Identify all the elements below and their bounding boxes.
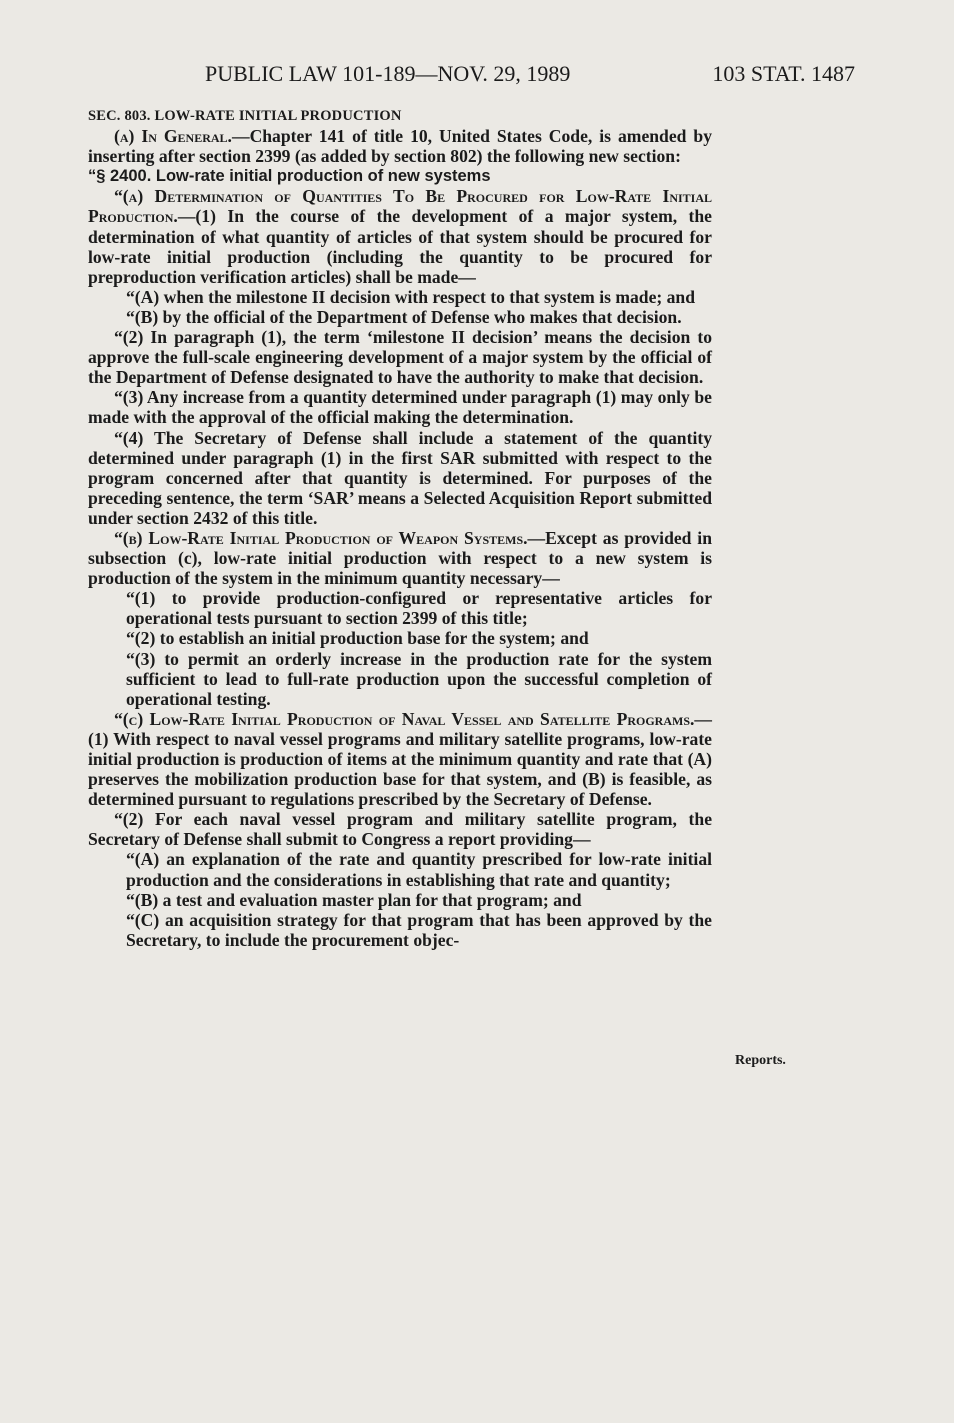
law-title: PUBLIC LAW 101-189—NOV. 29, 1989	[205, 61, 571, 86]
subsection-a-label: (a) In General.	[114, 126, 232, 147]
determination-paragraph-1	[88, 186, 712, 286]
subsection-b-item-1: “(1) to provide production-configured or representative articles for operational tests pursuant to section 2399 of this title;	[126, 588, 712, 629]
determination-clause-a: “(A) when the milestone II decision with respect to that system is made; and	[126, 286, 695, 307]
new-section-title: “§ 2400. Low-rate initial production of new systems	[88, 167, 491, 186]
subsection-a	[88, 126, 712, 166]
determination-paragraph-3: “(3) Any increase from a quantity determined under paragraph (1) may only be made with the approval of the official making the determination.	[88, 387, 712, 428]
subsection-b	[88, 528, 712, 588]
subsection-c-clause-a: “(A) an explanation of the rate and quantity prescribed for low-rate initial production and the considerations in establishing that rate and quantity;	[126, 849, 712, 890]
subsection-c-label: “(c) Low-Rate Initial Production of Naval Vessel and Satellite Programs.	[114, 708, 695, 729]
subsection-c-paragraph-2: “(2) For each naval vessel program and military satellite program, the Secretary of Defense shall submit to Congress a report providing—	[88, 809, 712, 850]
statute-citation: 103 STAT. 1487	[712, 61, 855, 86]
section-heading: SEC. 803. LOW-RATE INITIAL PRODUCTION	[88, 108, 402, 124]
subsection-a-text: —Chapter 141 of title 10, United States Code, is amended by inserting after section 2399 (as added by section 802) the following new section:	[88, 126, 712, 167]
determination-paragraph-4: “(4) The Secretary of Defense shall include a statement of the quantity determined under paragraph (1) in the first SAR submitted with respect to the program concerned after that quantity is determined. For purposes of the preceding sentence, the term ‘SAR’ means a Selected Acquisition Report submitted under section 2432 of this title.	[88, 427, 712, 528]
margin-note-reports: Reports.	[735, 1053, 786, 1068]
subsection-c-clause-c: “(C) an acquisition strategy for that program that has been approved by the Secretary, to include the procurement objec-	[126, 909, 712, 950]
subsection-b-item-3: “(3) to permit an orderly increase in the production rate for the system sufficient to lead to full-rate production upon the successful completion of operational testing.	[126, 648, 712, 709]
subsection-b-label: “(b) Low-Rate Initial Production of Weapon Systems.	[114, 527, 528, 548]
document-body	[88, 106, 712, 950]
determination-label: “(a) Determination of Quantities To Be Procured for Low-Rate Initial Production.	[88, 186, 712, 227]
determination-paragraph-2: “(2) In paragraph (1), the term ‘milestone II decision’ means the decision to approve the full-scale engineering development of a major system by the official of the Department of Defense designated to have the authority to make that decision.	[88, 327, 712, 388]
subsection-b-item-2: “(2) to establish an initial production base for the system; and	[126, 628, 589, 649]
determination-text-1: —(1) In the course of the development of a major system, the determination of what quantity of articles of that system should be procured for low-rate initial production (including the quantity to be procured for preproduction verification articles) shall be made—	[88, 206, 712, 287]
subsection-c-clause-b: “(B) a test and evaluation master plan for that program; and	[126, 889, 582, 910]
subsection-c	[88, 709, 712, 809]
determination-clause-b: “(B) by the official of the Department of Defense who makes that decision.	[126, 306, 682, 327]
subsection-c-text: —(1) With respect to naval vessel programs and military satellite programs, low-rate initial production is production of items at the minimum quantity and rate that (A) preserves the mobilization production base for that system, and (B) is feasible, as determined pursuant to regulations prescribed by the Secretary of Defense.	[88, 708, 712, 810]
subsection-b-text: —Except as provided in subsection (c), low-rate initial production with respect to a new system is production of the system in the minimum quantity necessary—	[88, 527, 712, 589]
